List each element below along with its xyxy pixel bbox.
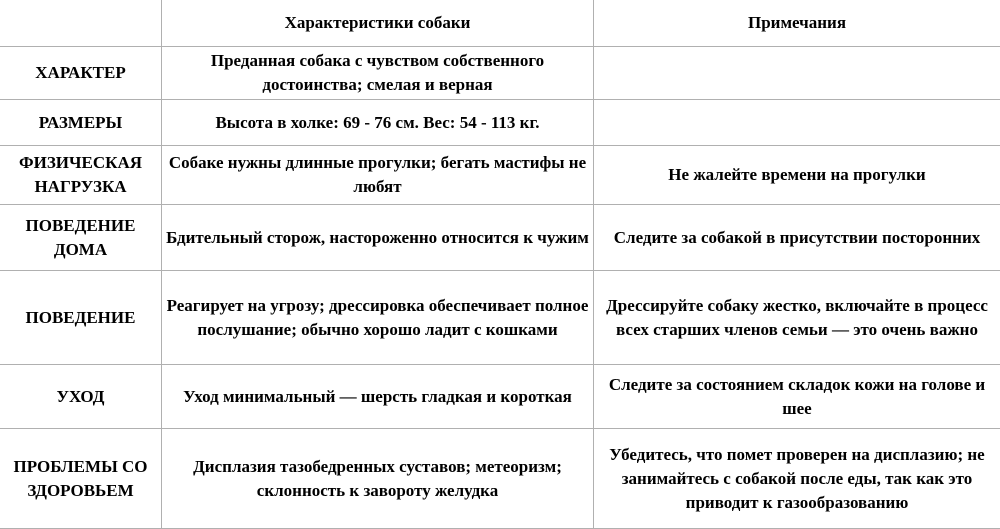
notes-cell: Не жалейте времени на прогулки xyxy=(594,146,1000,205)
row-label-grooming: УХОД xyxy=(0,365,162,429)
table-header-row xyxy=(0,0,1000,47)
table-row xyxy=(0,205,1000,271)
table-row xyxy=(0,271,1000,365)
table-row xyxy=(0,365,1000,429)
characteristics-cell: Уход минимальный — шерсть гладкая и короткая xyxy=(162,365,594,429)
notes-cell: Убедитесь, что помет проверен на дисплазию; не занимайтесь с собакой после еды, так как это приводит к газообразованию xyxy=(594,429,1000,529)
notes-cell: Дрессируйте собаку жестко, включайте в процесс всех старших членов семьи — это очень важно xyxy=(594,271,1000,365)
header-notes: Примечания xyxy=(594,0,1000,47)
characteristics-cell: Реагирует на угрозу; дрессировка обеспечивает полное послушание; обычно хорошо ладит с кошками xyxy=(162,271,594,365)
characteristics-cell: Дисплазия тазобедренных суставов; метеоризм; склонность к завороту желудка xyxy=(162,429,594,529)
row-label-home-behavior: ПОВЕДЕНИЕ ДОМА xyxy=(0,205,162,271)
row-label-exercise: ФИЗИЧЕСКАЯ НАГРУЗКА xyxy=(0,146,162,205)
characteristics-cell: Высота в холке: 69 - 76 см. Вес: 54 - 113 кг. xyxy=(162,100,594,146)
notes-cell xyxy=(594,47,1000,100)
row-label-sizes: РАЗМЕРЫ xyxy=(0,100,162,146)
characteristics-cell: Собаке нужны длинные прогулки; бегать мастифы не любят xyxy=(162,146,594,205)
header-empty-cell xyxy=(0,0,162,47)
table-row xyxy=(0,429,1000,529)
notes-cell: Следите за собакой в присутствии посторонних xyxy=(594,205,1000,271)
notes-cell xyxy=(594,100,1000,146)
header-characteristics: Характеристики собаки xyxy=(162,0,594,47)
row-label-health: ПРОБЛЕМЫ СО ЗДОРОВЬЕМ xyxy=(0,429,162,529)
table-row xyxy=(0,146,1000,205)
row-label-character: ХАРАКТЕР xyxy=(0,47,162,100)
characteristics-cell: Преданная собака с чувством собственного достоинства; смелая и верная xyxy=(162,47,594,100)
table-row xyxy=(0,100,1000,146)
row-label-behavior: ПОВЕДЕНИЕ xyxy=(0,271,162,365)
table-row xyxy=(0,47,1000,100)
characteristics-cell: Бдительный сторож, настороженно относится к чужим xyxy=(162,205,594,271)
notes-cell: Следите за состоянием складок кожи на голове и шее xyxy=(594,365,1000,429)
